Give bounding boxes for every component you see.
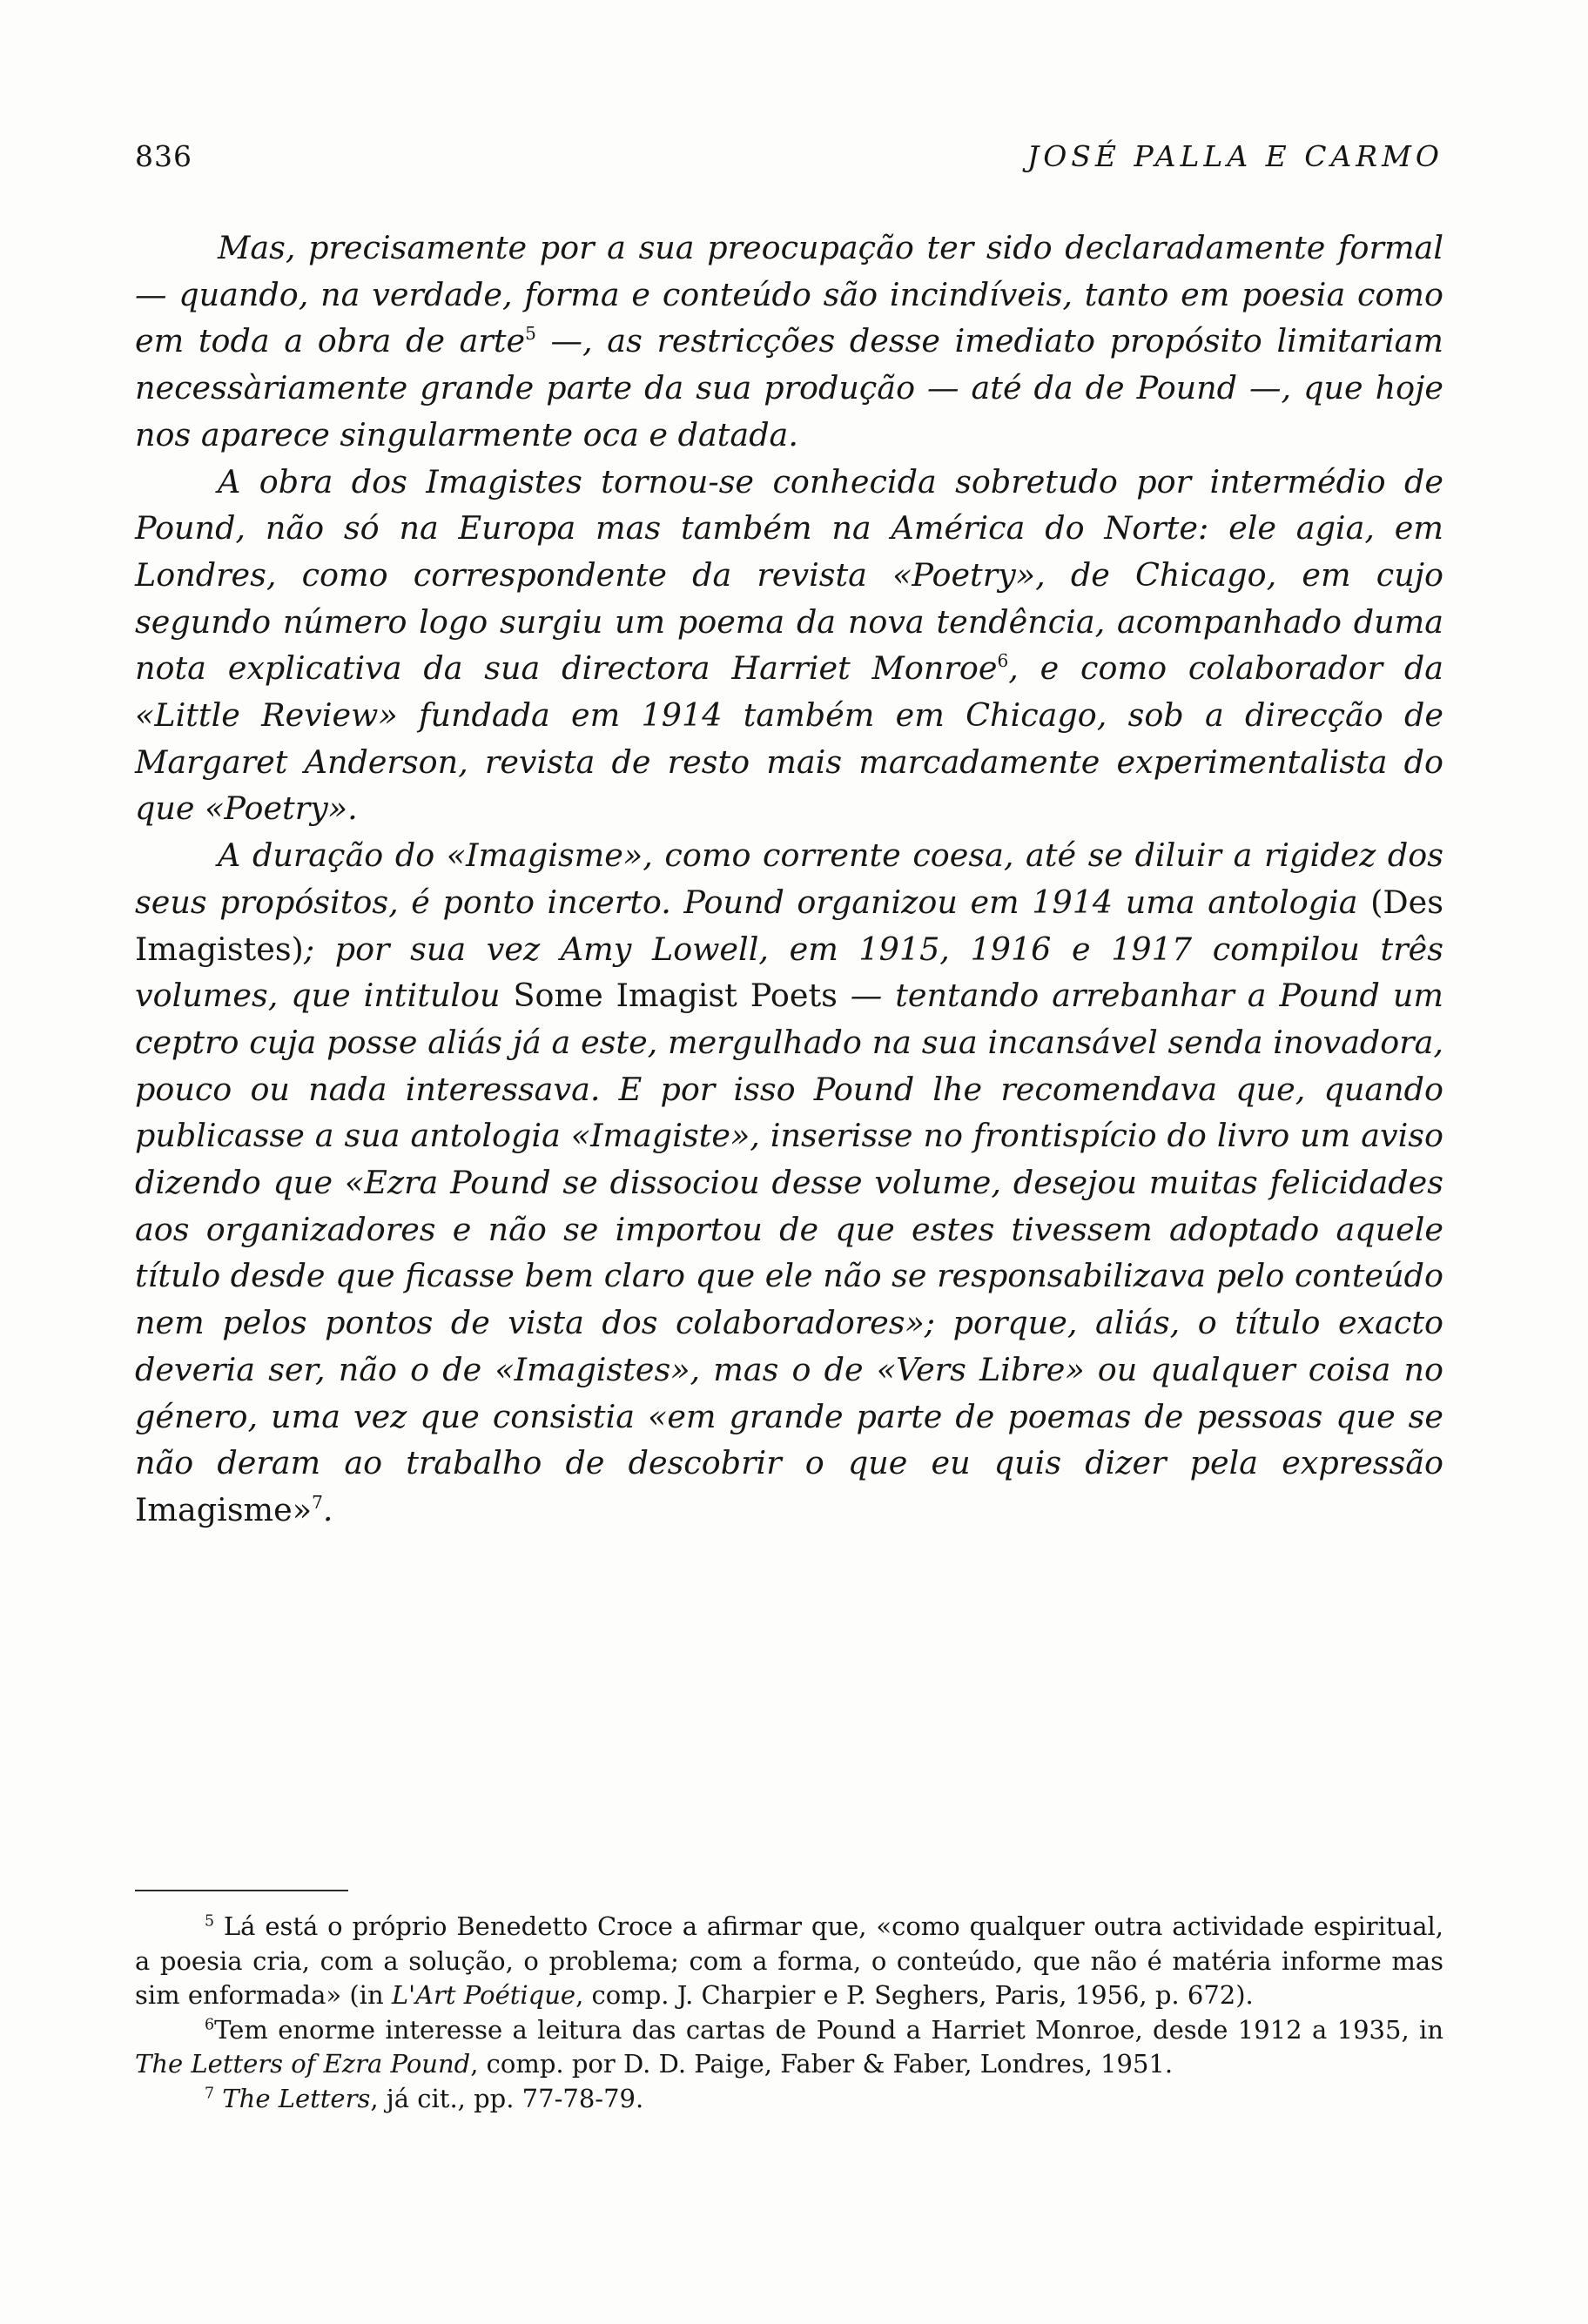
footnote-7 (135, 2082, 1443, 2117)
paragraph-3-text-cont: ; por sua vez Amy Lowell, em 1915, 1916 e 1917 compilou três volumes, que intitulou (135, 930, 1443, 1015)
footnote-7-text-cont: , já cit., pp. 77-78-79. (370, 2083, 644, 2113)
footnote-6 (135, 2013, 1443, 2082)
footnote-5-text-cont: , comp. J. Charpier e P. Seghers, Paris, 1956, p. 672). (575, 1980, 1254, 2010)
footnote-7-marker: 7 (205, 2085, 215, 2103)
body-text (135, 225, 1443, 1534)
footnote-ref-5[interactable]: 5 (525, 323, 536, 345)
footnote-5 (135, 1910, 1443, 2013)
footnote-5-marker: 5 (205, 1912, 215, 1931)
footnote-6-text: Tem enorme interesse a leitura das cartas de Pound a Harriet Monroe, desde 1912 a 1935, in (214, 2014, 1443, 2045)
running-head-author: JOSÉ PALLA E CARMO (1027, 139, 1443, 173)
paragraph-1 (135, 225, 1443, 459)
term-imagisme: Imagisme» (135, 1490, 313, 1528)
footnote-6-text-cont: , comp. por D. D. Paige, Faber & Faber, Londres, 1951. (470, 2049, 1174, 2079)
footnote-6-work-title: The Letters of Ezra Pound (135, 2049, 471, 2079)
footnote-5-text: Lá está o próprio Benedetto Croce a afirmar que, «como qualquer outra actividade espiritual, a poesia cria, com a solução, o problema; com a forma, o conteúdo, que não é matéria informe mas sim enformada» (in (135, 1911, 1443, 2010)
footnote-6-marker: 6 (205, 2016, 215, 2034)
footnote-5-work-title: L'Art Poétique (391, 1980, 576, 2010)
running-head (135, 139, 1443, 183)
paragraph-2-text: A obra dos Imagistes tornou-se conhecida sobretudo por intermédio de Pound, não só na Europa mas também na América do Norte: ele agia, em Londres, como correspondente da revista «Poetry», de Chicago, em cujo segundo número logo surgiu um poema da nova tendência, acompanhado duma nota explicativa da sua directora Harriet Monroe (135, 462, 1443, 688)
paragraph-3-text: A duração do «Imagisme», como corrente coesa, até se diluir a rigidez dos seus propósitos, é ponto incerto. Pound organizou em 1914 uma antologia (135, 836, 1443, 921)
footnote-ref-7[interactable]: 7 (312, 1491, 323, 1513)
footnote-ref-6[interactable]: 6 (997, 650, 1009, 672)
anthology-title-some-imagist-poets: Some Imagist Poets (513, 977, 838, 1015)
paragraph-3-end: . (322, 1490, 333, 1528)
paragraph-2 (135, 459, 1443, 833)
anthology-title-des-imagistes: (Des Imagistes) (135, 883, 1443, 968)
paragraph-1-text-cont: —, as restricções desse imediato propósito limitariam necessàriamente grande parte da sua produção — até da de Pound —, que hoje nos aparece singularmente oca e datada. (135, 322, 1443, 453)
paragraph-3 (135, 832, 1443, 1534)
page-number: 836 (135, 139, 192, 173)
paragraph-1-text: Mas, precisamente por a sua preocupação ter sido declaradamente formal — quando, na verdade, forma e conteúdo são incindíveis, tanto em poesia como em toda a obra de arte (135, 229, 1443, 360)
footnote-divider (135, 1890, 348, 1891)
footnote-7-work-title: The Letters (214, 2083, 371, 2113)
paragraph-3-text-cont-2: — tentando arrebanhar a Pound um ceptro cuja posse aliás já a este, mergulhado na sua incansável senda inovadora, pouco ou nada interessava. E por isso Pound lhe recomendava que, quando publicasse a sua antologia «Imagiste», inserisse no frontispício do livro um aviso dizendo que «Ezra Pound se dissociou desse volume, desejou muitas felicidades aos organizadores e não se importou de que estes tivessem adoptado aquele título desde que ficasse bem claro que ele não se responsabilizava pelo conteúdo nem pelos pontos de vista dos colaboradores»; porque, aliás, o título exacto deveria ser, não o de «Imagistes», mas o de «Vers Libre» ou qualquer coisa no género, uma vez que consistia «em grande parte de poemas de pessoas que se não deram ao trabalho de descobrir o que eu quis dizer pela expressão (135, 977, 1443, 1482)
paragraph-2-text-cont: , e como colaborador da «Little Review» fundada em 1914 também em Chicago, sob a direcção de Margaret Anderson, revista de resto mais marcadamente experimentalista do que «Poetry». (135, 649, 1443, 828)
footnotes (135, 1910, 1443, 2116)
